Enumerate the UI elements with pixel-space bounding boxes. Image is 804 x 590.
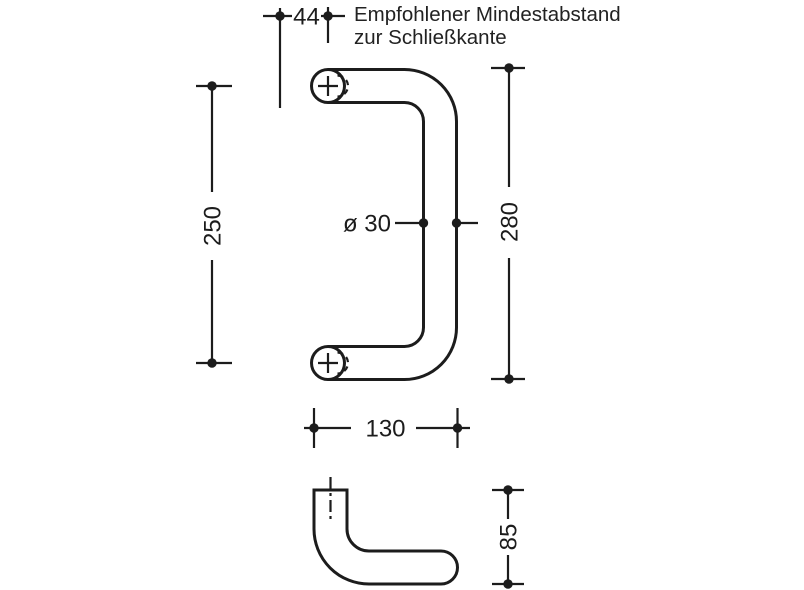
note-label xyxy=(354,3,621,49)
side-view xyxy=(314,477,458,584)
dim-dot xyxy=(504,374,513,383)
note-line-2: zur Schließkante xyxy=(354,26,507,49)
dimension-overall-height xyxy=(491,63,525,383)
tube-diameter-value: ø 30 xyxy=(342,210,391,238)
top-mounting-cross-icon xyxy=(318,76,338,96)
dimension-edge-distance xyxy=(263,4,345,109)
dim-dot xyxy=(207,81,216,90)
dim-dot xyxy=(207,358,216,367)
dim-dot xyxy=(504,63,513,72)
hole-spacing-value: 250 xyxy=(199,205,227,247)
bottom-mounting-cross-icon xyxy=(318,353,338,373)
dim-dot xyxy=(323,11,332,20)
side-profile-contour xyxy=(314,490,458,584)
dim-dot xyxy=(452,218,461,227)
dimension-overall-width xyxy=(304,408,470,448)
dim-dot xyxy=(419,218,428,227)
dim-dot xyxy=(309,423,318,432)
dimension-hole-spacing xyxy=(196,81,232,367)
overall-height-value: 280 xyxy=(496,201,524,243)
dimension-projection-depth xyxy=(492,485,524,588)
dim-dot xyxy=(503,579,512,588)
dim-dot xyxy=(453,423,462,432)
projection-depth-value: 85 xyxy=(495,523,523,551)
overall-width-value: 130 xyxy=(365,415,406,443)
dim-dot xyxy=(503,485,512,494)
dim-dot xyxy=(275,11,284,20)
note-line-1: Empfohlener Mindestabstand xyxy=(354,3,621,26)
edge-distance-value: 44 xyxy=(293,3,320,31)
